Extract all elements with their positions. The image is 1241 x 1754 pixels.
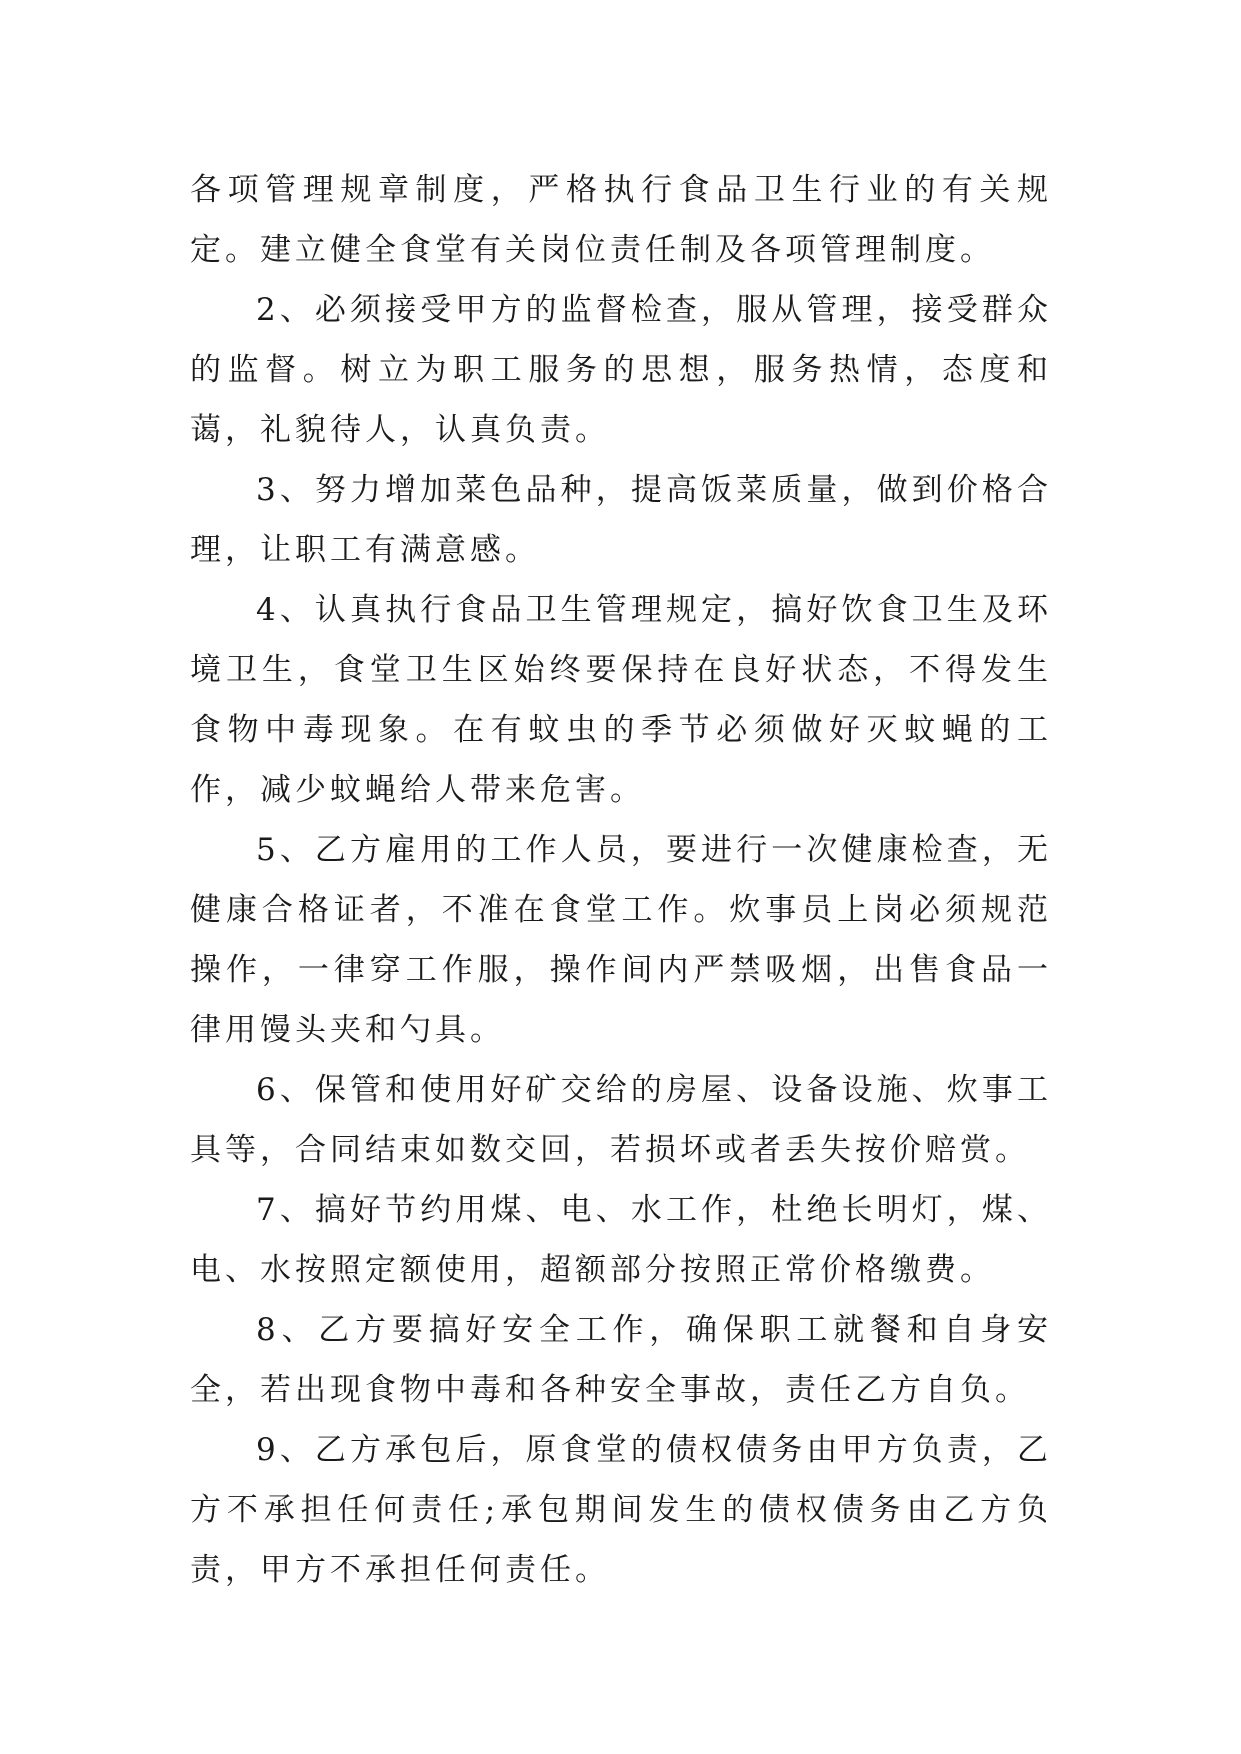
paragraph-item-8: 8、乙方要搞好安全工作，确保职工就餐和自身安全，若出现食物中毒和各种安全事故，责任乙方自负。 [190,1312,1052,1408]
paragraph-item-2: 2、必须接受甲方的监督检查，服从管理，接受群众的监督。树立为职工服务的思想，服务热情，态度和蔼，礼貌待人，认真负责。 [190,292,1052,448]
document-body [190,160,1052,1600]
paragraph-item-5: 5、乙方雇用的工作人员，要进行一次健康检查，无健康合格证者，不准在食堂工作。炊事员上岗必须规范操作，一律穿工作服，操作间内严禁吸烟，出售食品一律用馒头夹和勺具。 [190,832,1052,1048]
paragraph-item-6: 6、保管和使用好矿交给的房屋、设备设施、炊事工具等，合同结束如数交回，若损坏或者丢失按价赔赏。 [190,1072,1052,1168]
paragraph-continued: 各项管理规章制度，严格执行食品卫生行业的有关规定。建立健全食堂有关岗位责任制及各项管理制度。 [190,172,1052,268]
paragraph-item-9: 9、乙方承包后，原食堂的债权债务由甲方负责，乙方不承担任何责任;承包期间发生的债权债务由乙方负责，甲方不承担任何责任。 [190,1432,1052,1588]
paragraph-item-7: 7、搞好节约用煤、电、水工作，杜绝长明灯，煤、电、水按照定额使用，超额部分按照正常价格缴费。 [190,1192,1052,1288]
paragraph-item-4: 4、认真执行食品卫生管理规定，搞好饮食卫生及环境卫生，食堂卫生区始终要保持在良好状态，不得发生食物中毒现象。在有蚊虫的季节必须做好灭蚊蝇的工作，减少蚊蝇给人带来危害。 [190,592,1052,808]
paragraph-item-3: 3、努力增加菜色品种，提高饭菜质量，做到价格合理，让职工有满意感。 [190,472,1052,568]
